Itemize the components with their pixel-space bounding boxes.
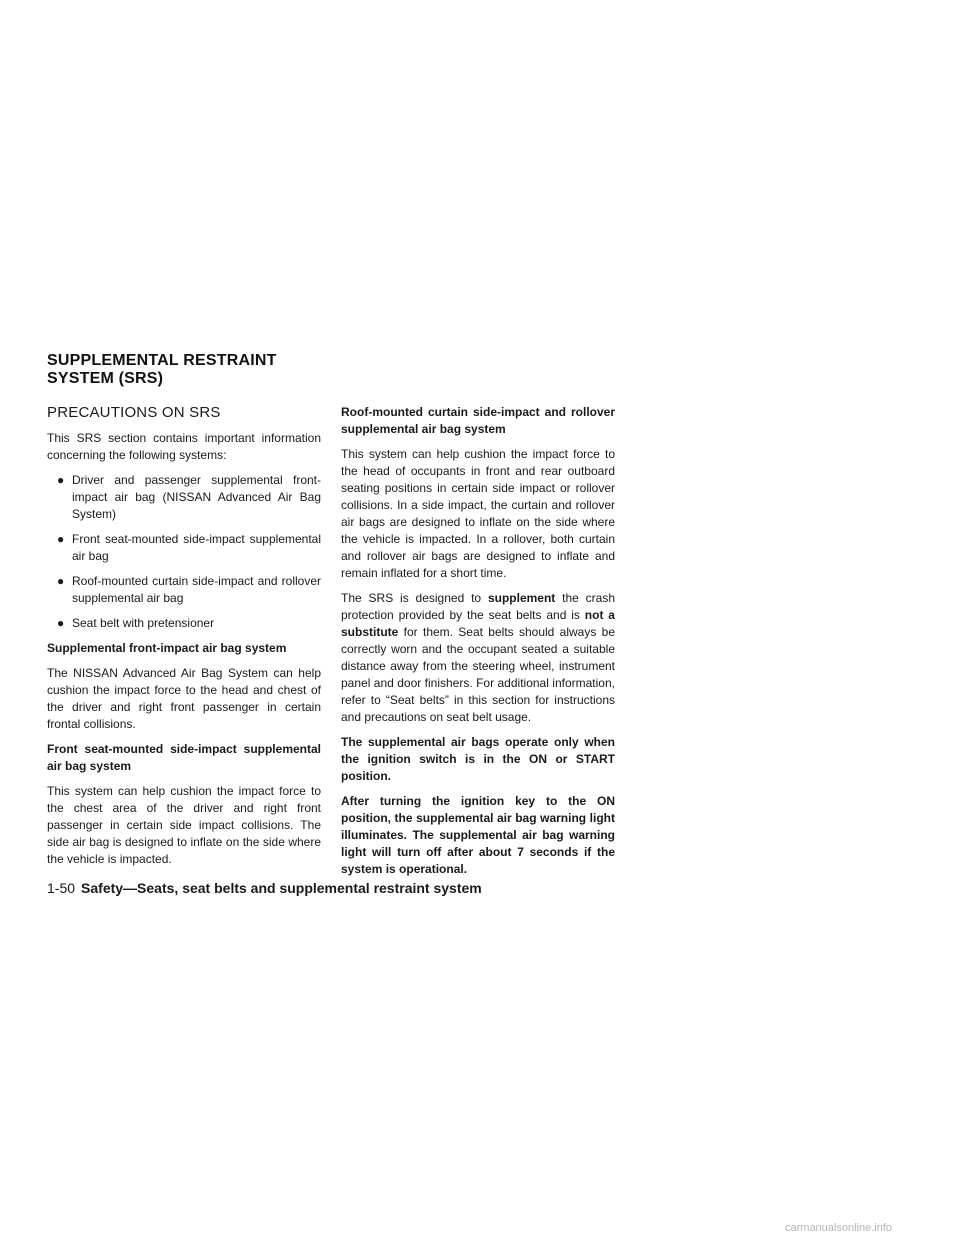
bullet-icon: ● — [57, 473, 65, 487]
bullet-icon: ● — [57, 616, 65, 630]
curtain-airbag-subheading: Roof-mounted curtain side-impact and rollover supplemental air bag system — [341, 405, 615, 436]
curtain-airbag-paragraph: This system can help cushion the impact force to the head of occupants in front and rear outboard seating positions in certain side impact or rollover collisions. In a side impact, the curtain and rollover air bags are designed to inflate on the side where the vehicle is impacted. In a rollover, both curtain and rollover air bags are designed to inflate and remain inflated for a short time. — [341, 447, 615, 580]
bullet-icon: ● — [57, 532, 65, 546]
systems-list — [47, 472, 321, 632]
section-title — [47, 352, 467, 388]
left-column — [47, 404, 321, 876]
page-footer — [47, 880, 747, 896]
list-item: ● Seat belt with pretensioner — [57, 616, 215, 630]
chapter-title: Safety—Seats, seat belts and supplemental restraint system — [81, 880, 482, 896]
side-impact-paragraph: This system can help cushion the impact force to the chest area of the driver and right front passenger in certain side impact collisions. The side air bag is designed to inflate on the side where the vehicle is impacted. — [47, 784, 321, 866]
ignition-warning-paragraph: The supplemental air bags operate only when the ignition switch is in the ON or START position. — [341, 735, 615, 783]
list-item: ● Roof-mounted curtain side-impact and rollover supplemental air bag — [57, 574, 321, 605]
precautions-heading: PRECAUTIONS ON SRS — [47, 404, 221, 421]
srs-supplement-paragraph: The SRS is designed to supplement the crash protection provided by the seat belts and is not a substitute for them. Seat belts should always be correctly worn and the occupant seated a suitable distance away from the steering wheel, instrument panel and door finishers. For additional information, refer to “Seat belts” in this section for instructions and precautions on seat belt usage. — [341, 591, 616, 724]
front-impact-subheading: Supplemental front-impact air bag system — [47, 641, 287, 655]
warning-light-paragraph: After turning the ignition key to the ON position, the supplemental air bag warning light illuminates. The supplemental air bag warning light will turn off after about 7 seconds if the system is operational. — [341, 794, 615, 876]
intro-paragraph: This SRS section contains important information concerning the following systems: — [47, 431, 321, 462]
watermark: carmanualsonline.info — [785, 1222, 893, 1234]
section-title-line-1: SUPPLEMENTAL RESTRAINT — [47, 352, 277, 369]
list-item: ● Front seat-mounted side-impact supplemental air bag — [57, 532, 321, 563]
front-impact-paragraph: The NISSAN Advanced Air Bag System can help cushion the impact force to the head and chest of the driver and right front passenger in certain frontal collisions. — [47, 666, 321, 731]
section-title-line-2: SYSTEM (SRS) — [47, 370, 164, 387]
list-item: ● Driver and passenger supplemental front-impact air bag (NISSAN Advanced Air Bag System) — [57, 473, 321, 521]
side-impact-subheading: Front seat-mounted side-impact supplemental air bag system — [47, 742, 321, 773]
page-number: 1-50 — [47, 880, 76, 896]
bullet-icon: ● — [57, 574, 65, 588]
right-column — [341, 404, 615, 886]
